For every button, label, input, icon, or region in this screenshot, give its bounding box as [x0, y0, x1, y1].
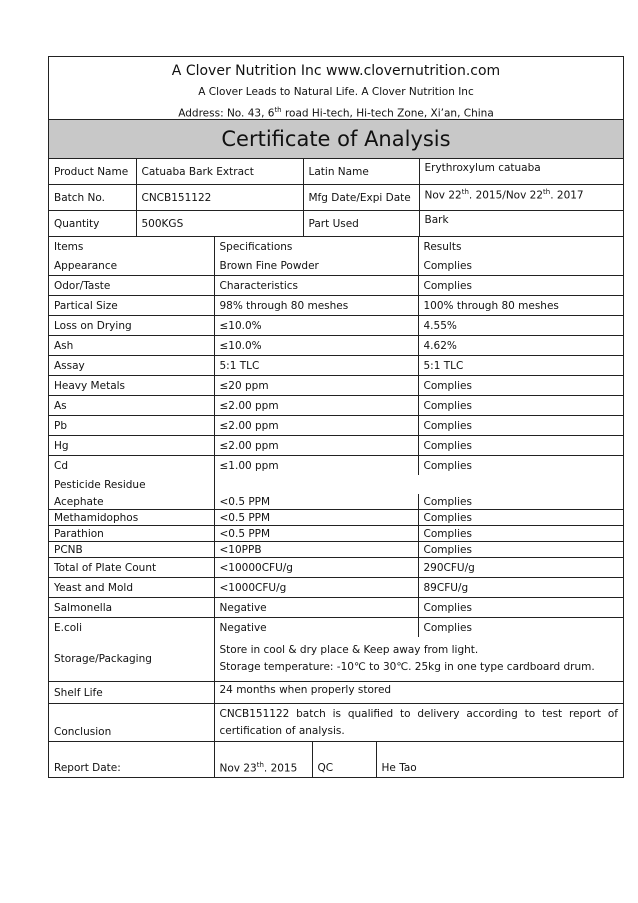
company-slogan: A Clover Leads to Natural Life. A Clover Nutrition Inc	[198, 86, 474, 98]
row-result: 100% through 80 meshes	[418, 296, 623, 316]
table-row	[49, 494, 623, 510]
table-row	[49, 436, 623, 456]
part-used-label: Part Used	[303, 211, 419, 237]
table-row	[49, 618, 623, 638]
row-result: Complies	[418, 396, 623, 416]
shelf-life-label: Shelf Life	[49, 682, 214, 704]
row-result: Complies	[418, 376, 623, 396]
row-spec: <0.5 PPM	[214, 494, 418, 510]
row-result: 4.62%	[418, 336, 623, 356]
row-item: As	[49, 396, 214, 416]
col-items: Items	[49, 237, 214, 256]
storage-row	[49, 637, 623, 682]
row-result: 89CFU/g	[418, 578, 623, 598]
mfg-c: . 2017	[550, 189, 584, 202]
row-item: Loss on Drying	[49, 316, 214, 336]
table-row	[49, 578, 623, 598]
company-line: A Clover Nutrition Inc www.clovernutrition.com	[171, 63, 501, 79]
row-spec: <1000CFU/g	[214, 578, 418, 598]
row-item: Yeast and Mold	[49, 578, 214, 598]
pesticide-label: Pesticide Residue	[49, 475, 214, 494]
table-row	[49, 376, 623, 396]
row-item: Appearance	[49, 256, 214, 276]
row-result: Complies	[418, 416, 623, 436]
row-result: Complies	[418, 494, 623, 510]
row-result: 290CFU/g	[418, 558, 623, 578]
table-row	[49, 159, 623, 185]
row-result: Complies	[418, 276, 623, 296]
company-header	[49, 57, 623, 120]
table-row	[49, 276, 623, 296]
table-header-row	[49, 237, 623, 256]
row-spec: ≤2.00 ppm	[214, 416, 418, 436]
table-row	[49, 510, 623, 526]
product-name-label: Product Name	[49, 159, 136, 185]
row-spec: Negative	[214, 598, 418, 618]
row-spec: <10PPB	[214, 542, 418, 558]
company-address	[49, 101, 623, 119]
conclusion-value: CNCB151122 batch is qualified to delivery according to test report of certification of analysis.	[214, 704, 623, 742]
shelf-life-value: 24 months when properly stored	[214, 682, 623, 704]
mfg-sup2: th	[543, 188, 551, 196]
latin-name-label: Latin Name	[303, 159, 419, 185]
report-date-a: Nov 23	[219, 762, 257, 774]
row-item: Total of Plate Count	[49, 558, 214, 578]
report-date-value	[214, 742, 312, 778]
quantity-value: 500KGS	[136, 211, 303, 237]
qc-name: He Tao	[376, 742, 623, 778]
table-row	[49, 296, 623, 316]
row-item: Parathion	[49, 526, 214, 542]
product-name-value: Catuaba Bark Extract	[136, 159, 303, 185]
row-result: Complies	[418, 456, 623, 476]
qc-label: QC	[312, 742, 376, 778]
row-spec: Brown Fine Powder	[214, 256, 418, 276]
address-post: road Hi-tech, Hi-tech Zone, Xi’an, China	[281, 107, 494, 120]
row-result: Complies	[418, 618, 623, 638]
row-spec: <0.5 PPM	[214, 526, 418, 542]
shelf-life-row	[49, 682, 623, 704]
row-spec: ≤2.00 ppm	[214, 436, 418, 456]
table-row	[49, 456, 623, 476]
storage-label: Storage/Packaging	[49, 637, 214, 682]
row-spec: ≤10.0%	[214, 336, 418, 356]
table-row	[49, 256, 623, 276]
row-item: Acephate	[49, 494, 214, 510]
analysis-table	[49, 237, 623, 637]
col-specifications: Specifications	[214, 237, 418, 256]
table-row	[49, 211, 623, 237]
quantity-label: Quantity	[49, 211, 136, 237]
report-row	[49, 742, 623, 778]
mfg-a: Nov 22	[424, 189, 462, 202]
row-result: Complies	[418, 542, 623, 558]
conclusion-row	[49, 704, 623, 742]
storage-line1: Store in cool & dry place & Keep away from light.	[219, 644, 479, 656]
mfg-sup1: th	[461, 188, 469, 196]
row-result: 5:1 TLC	[418, 356, 623, 376]
table-row	[49, 598, 623, 618]
table-row	[49, 558, 623, 578]
table-row	[49, 542, 623, 558]
row-spec: ≤20 ppm	[214, 376, 418, 396]
report-date-sup: th	[256, 760, 264, 769]
row-item: Heavy Metals	[49, 376, 214, 396]
pesticide-empty	[214, 475, 623, 494]
conclusion-label: Conclusion	[49, 704, 214, 742]
row-item: Ash	[49, 336, 214, 356]
batch-no-label: Batch No.	[49, 185, 136, 211]
table-row	[49, 336, 623, 356]
row-item: PCNB	[49, 542, 214, 558]
row-item: Hg	[49, 436, 214, 456]
report-date-label: Report Date:	[49, 742, 214, 778]
row-spec: <10000CFU/g	[214, 558, 418, 578]
batch-no-value: CNCB151122	[136, 185, 303, 211]
mfg-date-value	[419, 185, 623, 211]
table-row	[49, 396, 623, 416]
product-info-table	[49, 159, 623, 237]
latin-name-value: Erythroxylum catuaba	[419, 159, 623, 185]
storage-line2: Storage temperature: -10℃ to 30℃. 25kg in one type cardboard drum.	[219, 661, 595, 673]
table-row	[49, 416, 623, 436]
row-spec: Negative	[214, 618, 418, 638]
row-result: Complies	[418, 436, 623, 456]
row-spec: 98% through 80 meshes	[214, 296, 418, 316]
mfg-b: . 2015/Nov 22	[468, 189, 544, 202]
mfg-date-label: Mfg Date/Expi Date	[303, 185, 419, 211]
row-item: Assay	[49, 356, 214, 376]
col-results: Results	[418, 237, 623, 256]
row-item: Partical Size	[49, 296, 214, 316]
document-title: Certificate of Analysis	[49, 120, 623, 159]
address-sup: th	[274, 106, 282, 114]
row-spec: <0.5 PPM	[214, 510, 418, 526]
row-item: Cd	[49, 456, 214, 476]
row-item: Odor/Taste	[49, 276, 214, 296]
table-row	[49, 526, 623, 542]
row-item: E.coli	[49, 618, 214, 638]
row-spec: ≤1.00 ppm	[214, 456, 418, 476]
row-item: Methamidophos	[49, 510, 214, 526]
row-result: Complies	[418, 526, 623, 542]
address-pre: Address: No. 43, 6	[178, 107, 275, 120]
part-used-value: Bark	[419, 211, 623, 237]
row-spec: 5:1 TLC	[214, 356, 418, 376]
storage-table	[49, 637, 623, 777]
row-spec: ≤10.0%	[214, 316, 418, 336]
table-row	[49, 356, 623, 376]
table-row	[49, 185, 623, 211]
row-result: Complies	[418, 510, 623, 526]
certificate-document	[48, 56, 624, 778]
storage-value	[214, 637, 623, 682]
row-item: Pb	[49, 416, 214, 436]
report-date-b: . 2015	[263, 762, 298, 774]
row-spec: Characteristics	[214, 276, 418, 296]
table-row	[49, 475, 623, 494]
row-result: 4.55%	[418, 316, 623, 336]
row-result: Complies	[418, 598, 623, 618]
row-spec: ≤2.00 ppm	[214, 396, 418, 416]
table-row	[49, 316, 623, 336]
row-item: Salmonella	[49, 598, 214, 618]
row-result: Complies	[418, 256, 623, 276]
